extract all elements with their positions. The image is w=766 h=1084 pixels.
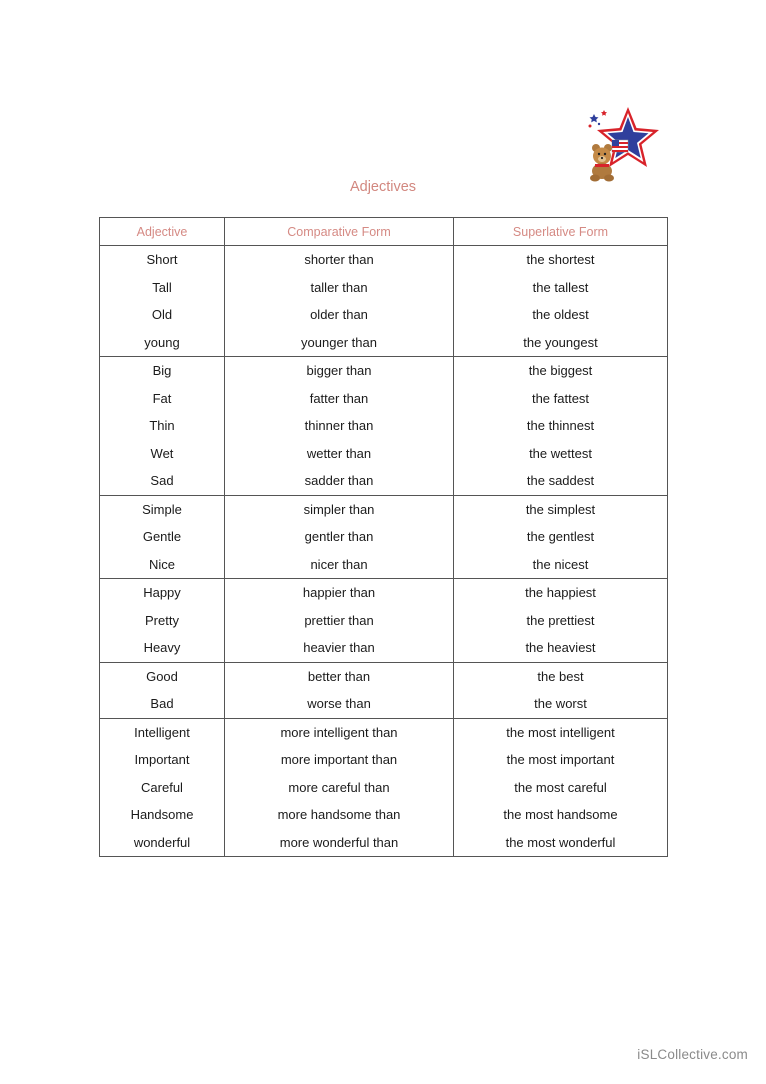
comparative-cell: thinner than [225,412,454,440]
comparative-cell: younger than [225,329,454,357]
comparative-cell: shorter than [225,246,454,274]
comparative-cell: simpler than [225,495,454,523]
superlative-cell: the thinnest [454,412,668,440]
comparative-cell: worse than [225,690,454,718]
superlative-cell: the youngest [454,329,668,357]
adjective-cell: Old [100,301,225,329]
table-row [100,607,668,635]
comparative-cell: happier than [225,579,454,607]
superlative-cell: the most intelligent [454,718,668,746]
adjective-cell: Wet [100,440,225,468]
adjective-cell: Big [100,357,225,385]
adjective-cell: Important [100,746,225,774]
comparative-cell: taller than [225,274,454,302]
adjective-cell: wonderful [100,829,225,857]
adjective-cell: Gentle [100,523,225,551]
superlative-cell: the biggest [454,357,668,385]
adjective-group [100,246,668,357]
superlative-cell: the simplest [454,495,668,523]
adjective-cell: Bad [100,690,225,718]
table-row [100,801,668,829]
table-row [100,523,668,551]
superlative-cell: the most careful [454,774,668,802]
adjective-cell: Tall [100,274,225,302]
table-row [100,246,668,274]
table-row [100,551,668,579]
table-row [100,579,668,607]
comparative-cell: bigger than [225,357,454,385]
adjective-cell: Simple [100,495,225,523]
adjective-cell: Handsome [100,801,225,829]
superlative-cell: the oldest [454,301,668,329]
table-row [100,385,668,413]
adjective-cell: young [100,329,225,357]
superlative-cell: the saddest [454,467,668,495]
comparative-cell: more careful than [225,774,454,802]
adjective-cell: Nice [100,551,225,579]
adjective-cell: Intelligent [100,718,225,746]
adjective-group [100,662,668,718]
table-row [100,718,668,746]
column-header-superlative: Superlative Form [454,218,668,246]
comparative-cell: fatter than [225,385,454,413]
comparative-cell: older than [225,301,454,329]
adjective-cell: Fat [100,385,225,413]
comparative-cell: heavier than [225,634,454,662]
star-teddy-bear-icon [582,104,662,182]
header-row [100,218,668,246]
superlative-cell: the heaviest [454,634,668,662]
table-row [100,774,668,802]
superlative-cell: the worst [454,690,668,718]
superlative-cell: the wettest [454,440,668,468]
superlative-cell: the most important [454,746,668,774]
column-header-comparative: Comparative Form [225,218,454,246]
comparative-cell: nicer than [225,551,454,579]
superlative-cell: the tallest [454,274,668,302]
comparative-cell: sadder than [225,467,454,495]
superlative-cell: the gentlest [454,523,668,551]
superlative-cell: the most handsome [454,801,668,829]
adjective-group [100,495,668,579]
table-row [100,357,668,385]
table-row [100,495,668,523]
page-title: Adjectives [349,179,417,195]
comparative-cell: more important than [225,746,454,774]
table-row [100,662,668,690]
table-row [100,829,668,857]
table-row [100,412,668,440]
adjective-group [100,357,668,496]
superlative-cell: the shortest [454,246,668,274]
table-row [100,274,668,302]
adjective-cell: Short [100,246,225,274]
adjective-group [100,718,668,857]
table-row [100,467,668,495]
adjective-group [100,579,668,663]
table-header [100,218,668,246]
adjective-cell: Careful [100,774,225,802]
superlative-cell: the fattest [454,385,668,413]
superlative-cell: the happiest [454,579,668,607]
comparative-cell: prettier than [225,607,454,635]
adjective-cell: Happy [100,579,225,607]
table-row [100,329,668,357]
adjective-cell: Good [100,662,225,690]
table-row [100,440,668,468]
comparative-cell: more intelligent than [225,718,454,746]
comparative-cell: more wonderful than [225,829,454,857]
table-row [100,690,668,718]
comparative-cell: wetter than [225,440,454,468]
superlative-cell: the most wonderful [454,829,668,857]
table-row [100,634,668,662]
superlative-cell: the best [454,662,668,690]
adjective-cell: Sad [100,467,225,495]
column-header-adjective: Adjective [100,218,225,246]
adjective-cell: Pretty [100,607,225,635]
superlative-cell: the prettiest [454,607,668,635]
comparative-cell: gentler than [225,523,454,551]
superlative-cell: the nicest [454,551,668,579]
table-row [100,301,668,329]
comparative-cell: better than [225,662,454,690]
table-row [100,746,668,774]
comparative-cell: more handsome than [225,801,454,829]
adjective-cell: Heavy [100,634,225,662]
watermark: iSLCollective.com [637,1047,748,1062]
adjective-table [99,217,668,857]
adjective-cell: Thin [100,412,225,440]
